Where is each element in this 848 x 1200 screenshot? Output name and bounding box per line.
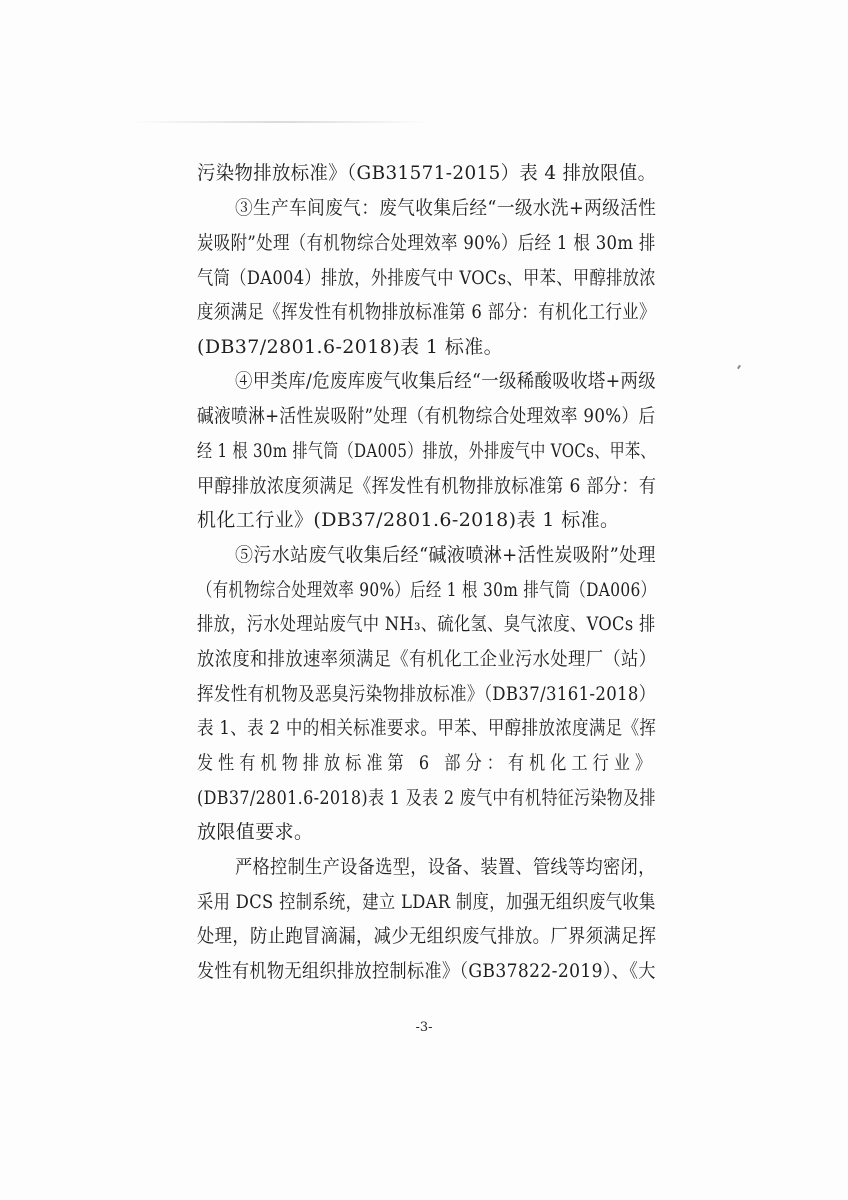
text-line: 机化工行业》(DB37/2801.6-2018)表 1 标准。 — [197, 509, 620, 531]
text-line: 表 1、表 2 中的相关标准要求。甲苯、甲醇排放浓度满足《挥 — [197, 717, 657, 739]
text-line: 放浓度和排放速率须满足《有机化工企业污水处理厂（站） — [197, 648, 657, 670]
text-line: ⑤污水站废气收集后经“碱液喷淋+活性炭吸附”处理 — [235, 544, 656, 566]
text-line: 发性有机物排放标准第 6 部分：有机化工行业》 — [197, 752, 657, 774]
text-line: 严格控制生产设备选型，设备、装置、管线等均密闭， — [235, 856, 656, 878]
text-line: （有机物综合处理效率 90%）后经 1 根 30m 排气筒（DA006） — [197, 579, 657, 601]
text-line: 采用 DCS 控制系统，建立 LDAR 制度，加强无组织废气收集 — [197, 891, 656, 913]
text-line: 放限值要求。 — [197, 821, 314, 843]
text-line: (DB37/2801.6-2018)表 1 标准。 — [197, 336, 504, 358]
text-line: ③生产车间废气：废气收集后经“一级水洗+两级活性 — [235, 197, 657, 219]
text-line: 碱液喷淋+活性炭吸附”处理（有机物综合处理效率 90%）后 — [197, 405, 656, 427]
text-line: 排放，污水处理站废气中 NH₃、硫化氢、臭气浓度、VOCs 排 — [197, 613, 656, 635]
text-line: ④甲类库/危废库废气收集后经“一级稀酸吸收塔+两级 — [235, 370, 657, 392]
text-line: 度须满足《挥发性有机物排放标准第 6 部分：有机化工行业》 — [197, 301, 656, 323]
scan-speck — [737, 365, 741, 369]
text-line: 炭吸附”处理（有机物综合处理效率 90%）后经 1 根 30m 排 — [197, 232, 656, 254]
page-number: -3- — [415, 1020, 433, 1035]
text-line: 甲醇排放浓度须满足《挥发性有机物排放标准第 6 部分：有 — [197, 475, 657, 497]
text-line: 经 1 根 30m 排气筒（DA005）排放，外排废气中 VOCs、甲苯、 — [197, 440, 656, 462]
text-line: 气筒（DA004）排放，外排废气中 VOCs、甲苯、甲醇排放浓 — [197, 267, 656, 289]
text-line: 挥发性有机物及恶臭污染物排放标准》（DB37/3161-2018） — [197, 683, 656, 705]
text-line: (DB37/2801.6-2018)表 1 及表 2 废气中有机特征污染物及排 — [197, 787, 656, 809]
text-line: 处理，防止跑冒滴漏，减少无组织废气排放。厂界须满足挥 — [197, 925, 657, 947]
text-line: 污染物排放标准》（GB31571-2015）表 4 排放限值。 — [197, 162, 657, 184]
scan-artifact — [130, 121, 430, 123]
text-line: 发性有机物无组织排放控制标准》（GB37822-2019）、《大 — [197, 960, 656, 982]
